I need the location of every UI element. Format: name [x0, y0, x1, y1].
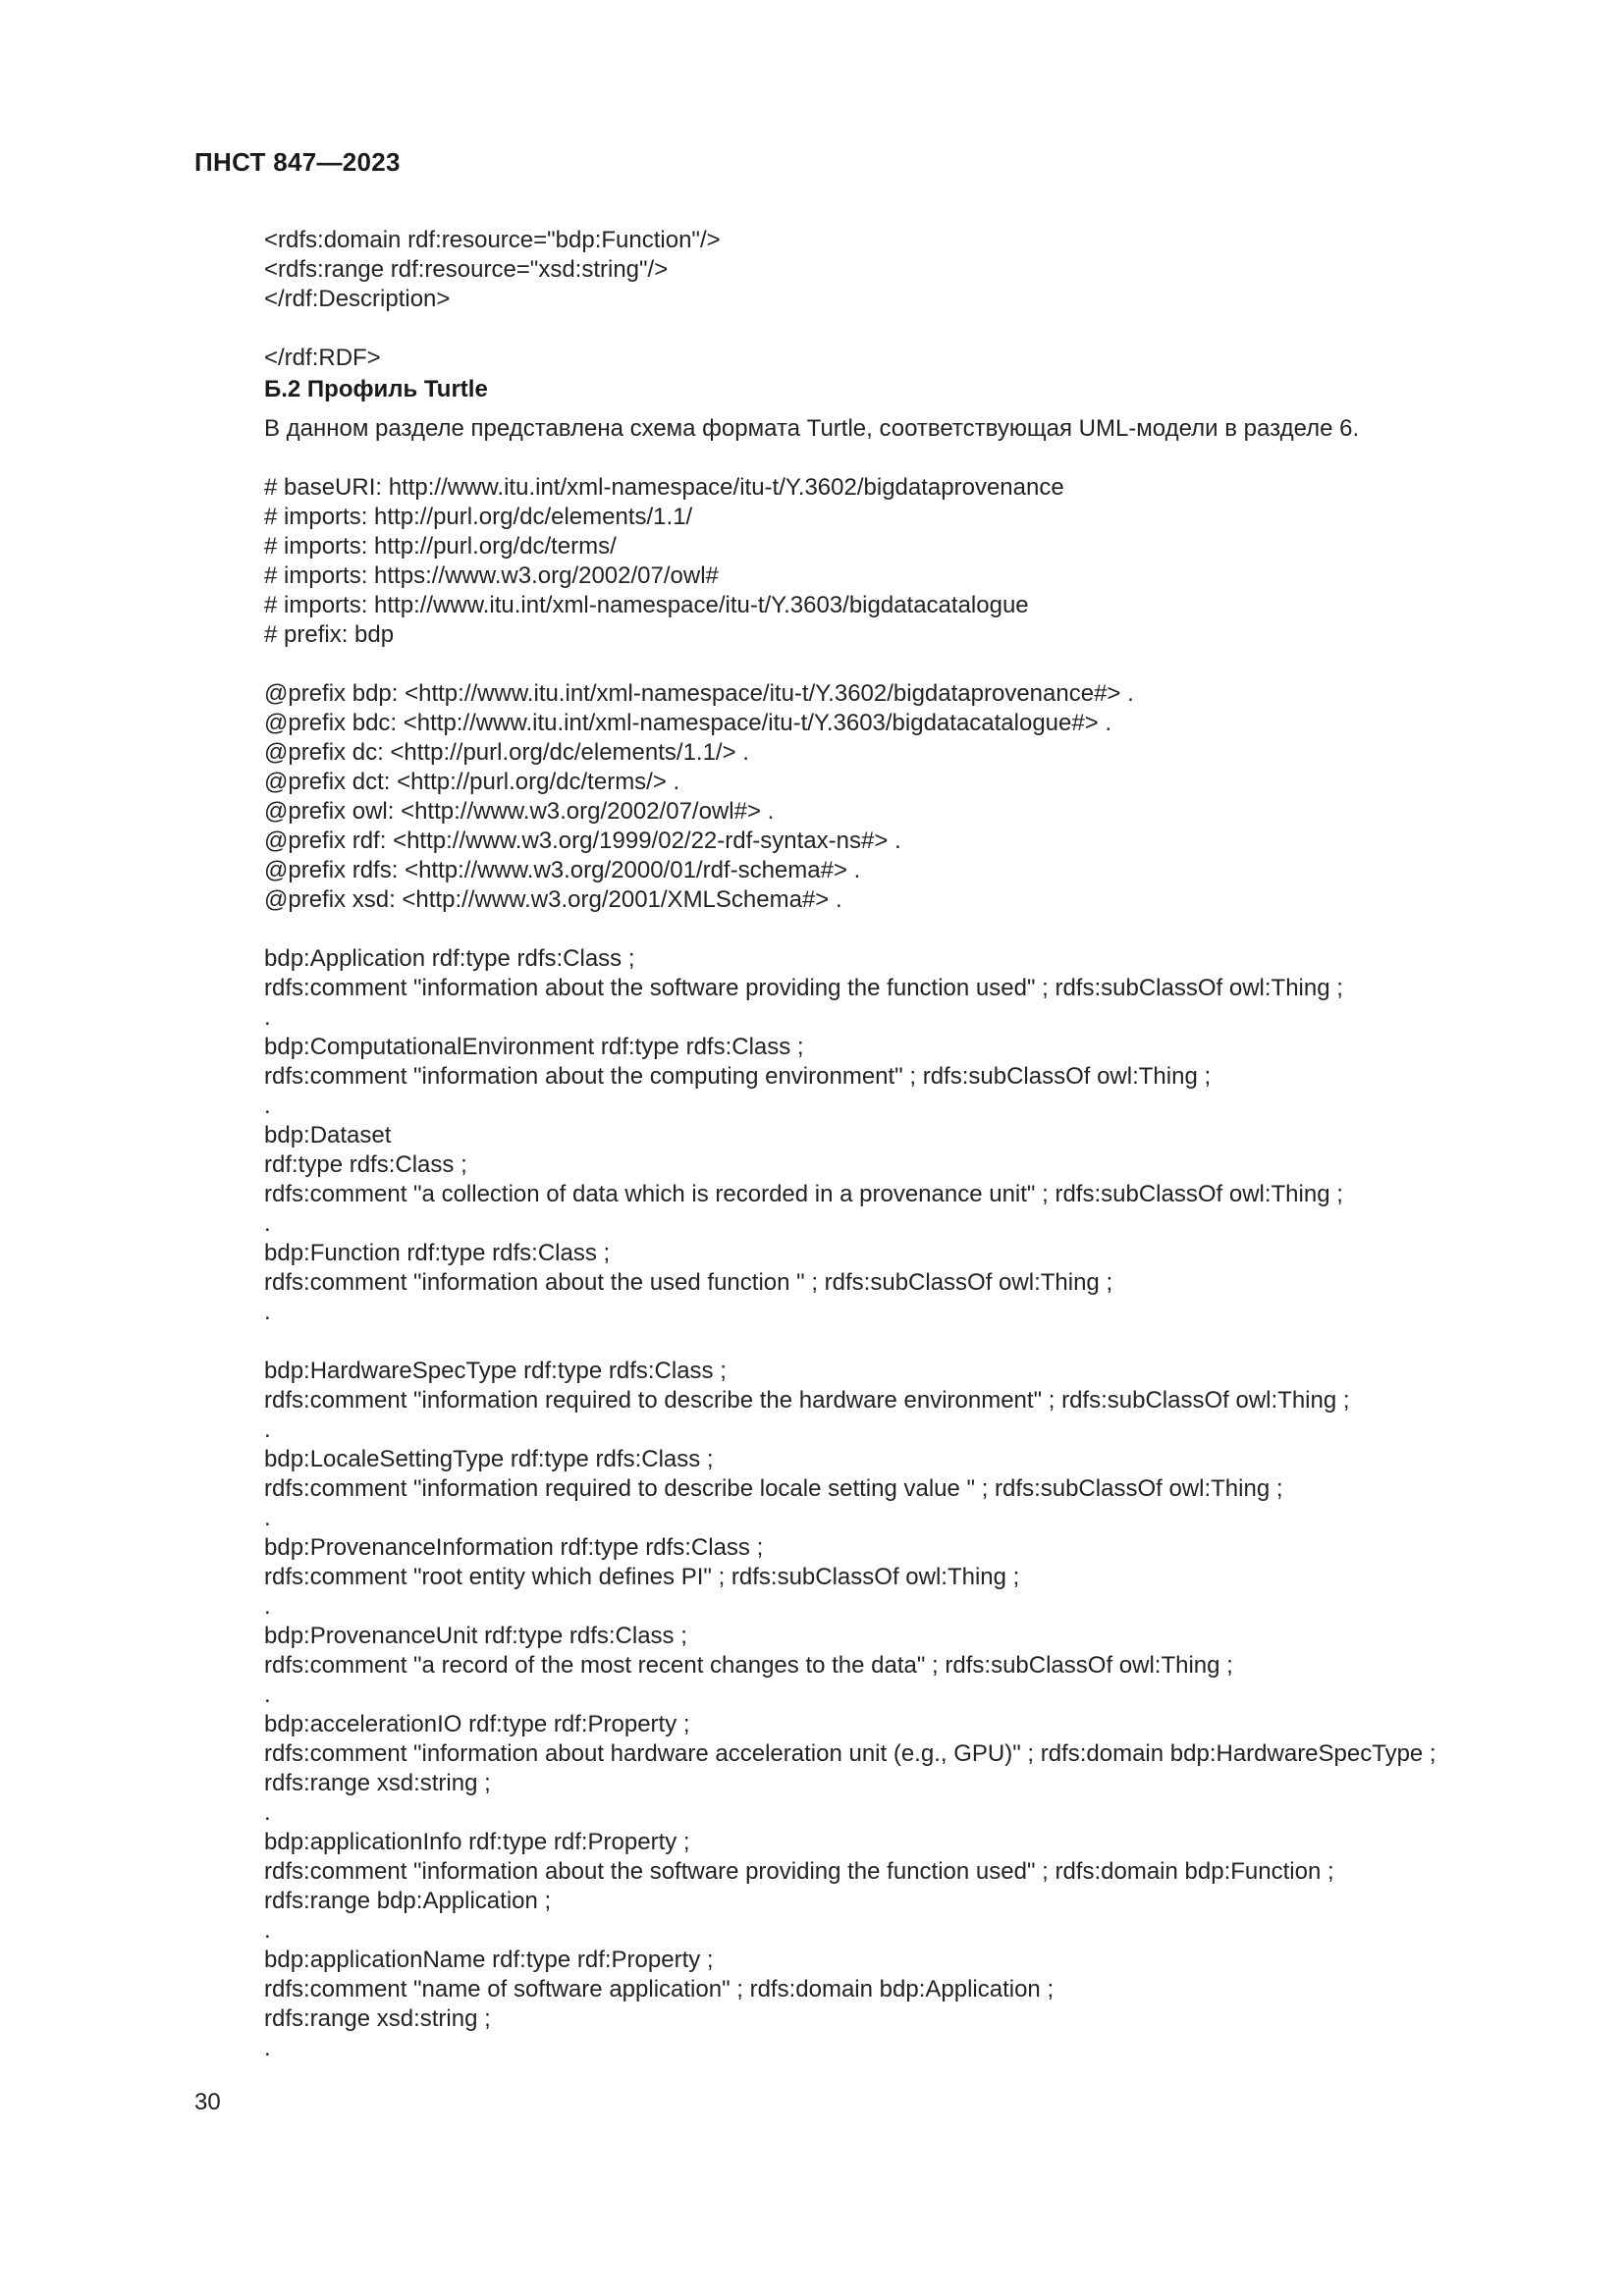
section-heading: Б.2 Профиль Turtle — [264, 376, 488, 402]
definition-line: bdp:ProvenanceUnit rdf:type rdfs:Class ; — [264, 1623, 687, 1649]
definition-line: rdfs:comment "name of software application" ; rdfs:domain bdp:Application ; — [264, 1976, 1055, 2002]
definition-line: rdfs:comment "a record of the most recent changes to the data" ; rdfs:subClassOf owl:Thing ; — [264, 1652, 1233, 1679]
definition-line: bdp:LocaleSettingType rdf:type rdfs:Class ; — [264, 1446, 714, 1472]
definition-line: rdfs:comment "information about the computing environment" ; rdfs:subClassOf owl:Thing ; — [264, 1063, 1212, 1090]
comment-line: # imports: http://purl.org/dc/terms/ — [264, 533, 617, 560]
prefix-line: @prefix dc: <http://purl.org/dc/elements/1.1/> . — [264, 739, 749, 766]
statement-terminator: . — [264, 1917, 271, 1944]
definition-entry — [264, 1710, 1580, 1828]
definition-line: rdfs:range xsd:string ; — [264, 2005, 491, 2032]
definition-entry — [264, 944, 1580, 1033]
definition-line: rdfs:comment "information required to describe the hardware environment" ; rdfs:subClassOf owl:Thing ; — [264, 1387, 1350, 1414]
statement-terminator: . — [264, 1210, 271, 1237]
comment-line: # baseURI: http://www.itu.int/xml-namespace/itu-t/Y.3602/bigdataprovenance — [264, 474, 1064, 501]
definitions-block — [264, 944, 1580, 2063]
code-line: <rdfs:range rdf:resource="xsd:string"/> — [264, 256, 669, 283]
prefix-line: @prefix bdc: <http://www.itu.int/xml-namespace/itu-t/Y.3603/bigdatacatalogue#> . — [264, 710, 1112, 736]
prefix-line: @prefix bdp: <http://www.itu.int/xml-namespace/itu-t/Y.3602/bigdataprovenance#> . — [264, 680, 1134, 707]
code-line: </rdf:Description> — [264, 286, 451, 312]
page-content — [264, 226, 1580, 2063]
code-line: </rdf:RDF> — [264, 345, 381, 371]
statement-terminator: . — [264, 1682, 271, 1708]
definition-line: bdp:accelerationIO rdf:type rdf:Property ; — [264, 1711, 690, 1737]
section-intro: В данном разделе представлена схема формата Turtle, соответствующая UML-модели в разделе 6. — [264, 415, 1360, 442]
statement-terminator: . — [264, 1299, 271, 1325]
definition-line: bdp:applicationName rdf:type rdf:Property ; — [264, 1947, 714, 1973]
definition-entry — [264, 1622, 1580, 1710]
comment-line: # imports: http://purl.org/dc/elements/1.1/ — [264, 504, 693, 530]
statement-terminator: . — [264, 1416, 271, 1443]
prefix-line: @prefix dct: <http://purl.org/dc/terms/> . — [264, 769, 680, 795]
definition-line: rdfs:comment "information about the software providing the function used" ; rdfs:subClassOf owl:Thing ; — [264, 975, 1343, 1001]
definition-line: rdfs:comment "root entity which defines PI" ; rdfs:subClassOf owl:Thing ; — [264, 1564, 1020, 1590]
statement-terminator: . — [264, 1593, 271, 1620]
definition-entry — [264, 1033, 1580, 1121]
definition-entry — [264, 1357, 1580, 1445]
blank-line — [264, 314, 1580, 344]
definition-line: rdfs:range xsd:string ; — [264, 1770, 491, 1796]
definition-line: bdp:ProvenanceInformation rdf:type rdfs:Class ; — [264, 1534, 764, 1561]
definition-line: rdfs:comment "information about hardware acceleration unit (e.g., GPU)" ; rdfs:domain bdp:HardwareSpecType ; — [264, 1740, 1436, 1767]
definition-line: rdfs:comment "a collection of data which is recorded in a provenance unit" ; rdfs:subClassOf owl:Thing ; — [264, 1181, 1343, 1207]
statement-terminator: . — [264, 1004, 271, 1031]
definition-line: bdp:Application rdf:type rdfs:Class ; — [264, 945, 635, 972]
prefix-line: @prefix rdf: <http://www.w3.org/1999/02/22-rdf-syntax-ns#> . — [264, 828, 901, 854]
prefix-line: @prefix rdfs: <http://www.w3.org/2000/01/rdf-schema#> . — [264, 857, 861, 883]
comment-line: # imports: http://www.itu.int/xml-namespace/itu-t/Y.3603/bigdatacatalogue — [264, 592, 1029, 618]
definition-line: bdp:Dataset — [264, 1122, 392, 1148]
definition-line: bdp:HardwareSpecType rdf:type rdfs:Class ; — [264, 1358, 727, 1384]
comment-line: # imports: https://www.w3.org/2002/07/owl# — [264, 562, 719, 589]
definition-line: bdp:ComputationalEnvironment rdf:type rdfs:Class ; — [264, 1034, 804, 1060]
spacer — [264, 444, 1580, 473]
definition-entry — [264, 1828, 1580, 1946]
spacer — [264, 650, 1580, 679]
statement-terminator: . — [264, 2035, 271, 2061]
prefix-line: @prefix xsd: <http://www.w3.org/2001/XMLSchema#> . — [264, 886, 842, 913]
statement-terminator: . — [264, 1505, 271, 1531]
definition-line: rdfs:comment "information about the software providing the function used" ; rdfs:domain bdp:Function ; — [264, 1858, 1334, 1885]
definition-line: rdfs:comment "information about the used function " ; rdfs:subClassOf owl:Thing ; — [264, 1269, 1113, 1296]
page-number: 30 — [194, 2089, 221, 2115]
definition-line: rdf:type rdfs:Class ; — [264, 1151, 467, 1178]
comment-line: # prefix: bdp — [264, 621, 395, 648]
prefix-line: @prefix owl: <http://www.w3.org/2002/07/owl#> . — [264, 798, 775, 825]
definition-line: rdfs:range bdp:Application ; — [264, 1888, 552, 1914]
statement-terminator: . — [264, 1093, 271, 1119]
document-header: ПНСТ 847—2023 — [194, 147, 401, 177]
definition-entry — [264, 1239, 1580, 1357]
rdf-tail-block — [264, 226, 1580, 373]
code-line: <rdfs:domain rdf:resource="bdp:Function"/> — [264, 227, 721, 253]
definition-line: bdp:Function rdf:type rdfs:Class ; — [264, 1240, 611, 1266]
definition-entry — [264, 1533, 1580, 1622]
definition-line: rdfs:comment "information required to describe locale setting value " ; rdfs:subClassOf owl:Thing ; — [264, 1475, 1283, 1502]
prefix-block — [264, 679, 1580, 915]
definition-entry — [264, 1445, 1580, 1533]
spacer — [264, 1327, 1580, 1357]
definition-entry — [264, 1946, 1580, 2063]
statement-terminator: . — [264, 1799, 271, 1826]
spacer — [264, 915, 1580, 944]
comment-block — [264, 473, 1580, 650]
definition-entry — [264, 1121, 1580, 1239]
definition-line: bdp:applicationInfo rdf:type rdf:Property ; — [264, 1829, 690, 1855]
